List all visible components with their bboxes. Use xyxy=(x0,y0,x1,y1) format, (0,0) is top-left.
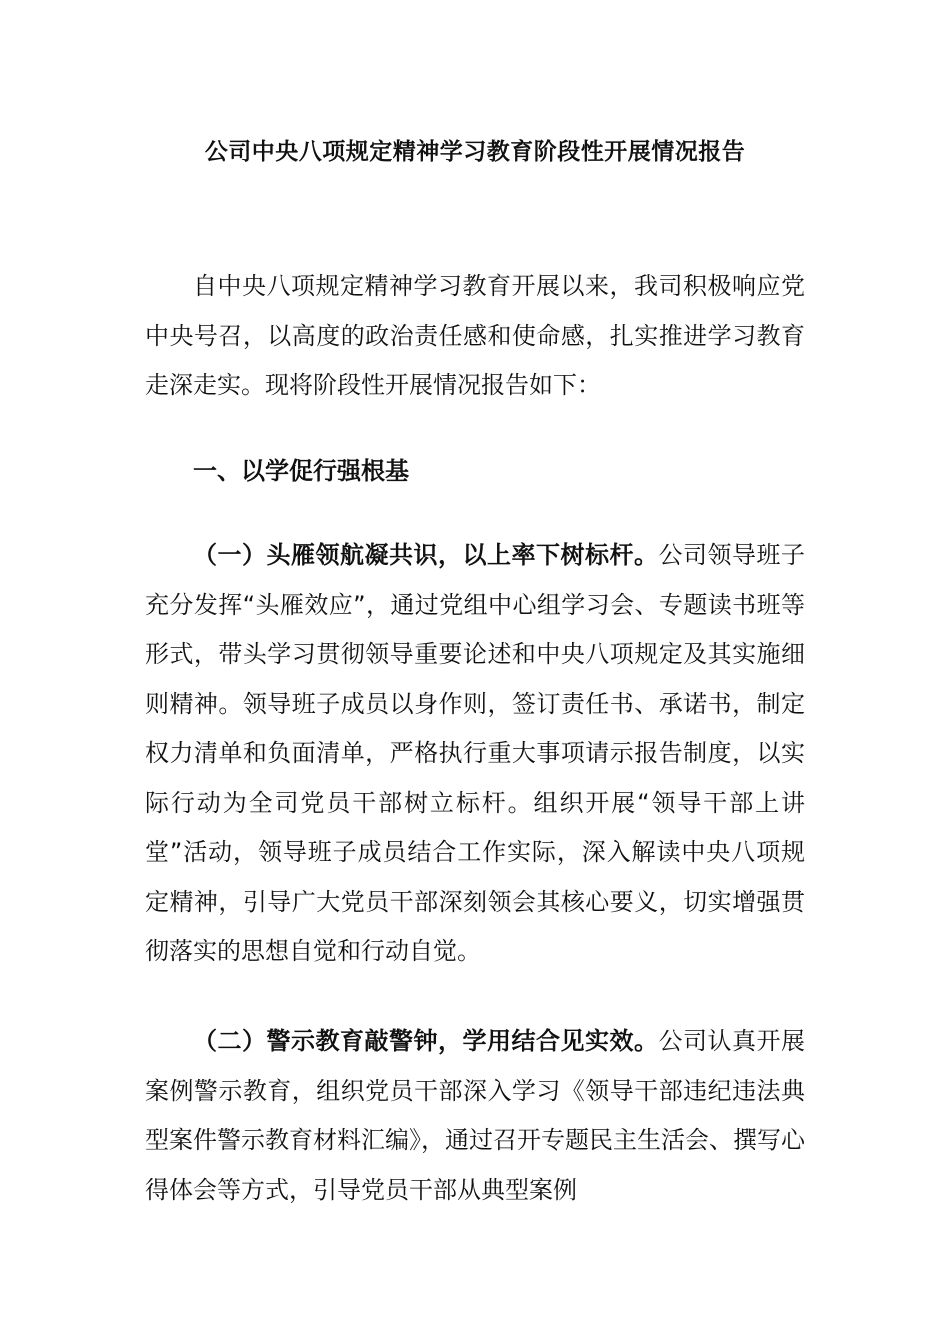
paragraph-text: 公司领导班子充分发挥“头雁效应”，通过党组中心组学习会、专题读书班等形式，带头学习贯彻领导重要论述和中央八项规定及其实施细则精神。领导班子成员以身作则，签订责任书、承诺书，制定权力清单和负面清单，严格执行重大事项请示报告制度，以实际行动为全司党员干部树立标杆。组织开展“领导干部上讲堂”活动，领导班子成员结合工作实际，深入解读中央八项规定精神，引导广大党员干部深刻领会其核心要义，切实增强贯彻落实的思想自觉和行动自觉。 xyxy=(145,541,805,965)
paragraph-lead: （一）头雁领航凝共识，以上率下树标杆。 xyxy=(193,541,659,569)
section-heading: 一、以学促行强根基 xyxy=(193,457,409,485)
body-paragraph-1 xyxy=(145,531,805,977)
paragraph-lead: （二）警示教育敲警钟，学用结合见实效。 xyxy=(193,1027,659,1055)
intro-paragraph: 自中央八项规定精神学习教育开展以来，我司积极响应党中央号召，以高度的政治责任感和使命感，扎实推进学习教育走深走实。现将阶段性开展情况报告如下： xyxy=(145,272,805,399)
body-paragraph-2 xyxy=(145,1017,805,1215)
document-title: 公司中央八项规定精神学习教育阶段性开展情况报告 xyxy=(204,139,746,165)
paragraph-text: 公司认真开展案例警示教育，组织党员干部深入学习《领导干部违纪违法典型案件警示教育材料汇编》，通过召开专题民主生活会、撰写心得体会等方式，引导党员干部从典型案例 xyxy=(145,1027,805,1204)
